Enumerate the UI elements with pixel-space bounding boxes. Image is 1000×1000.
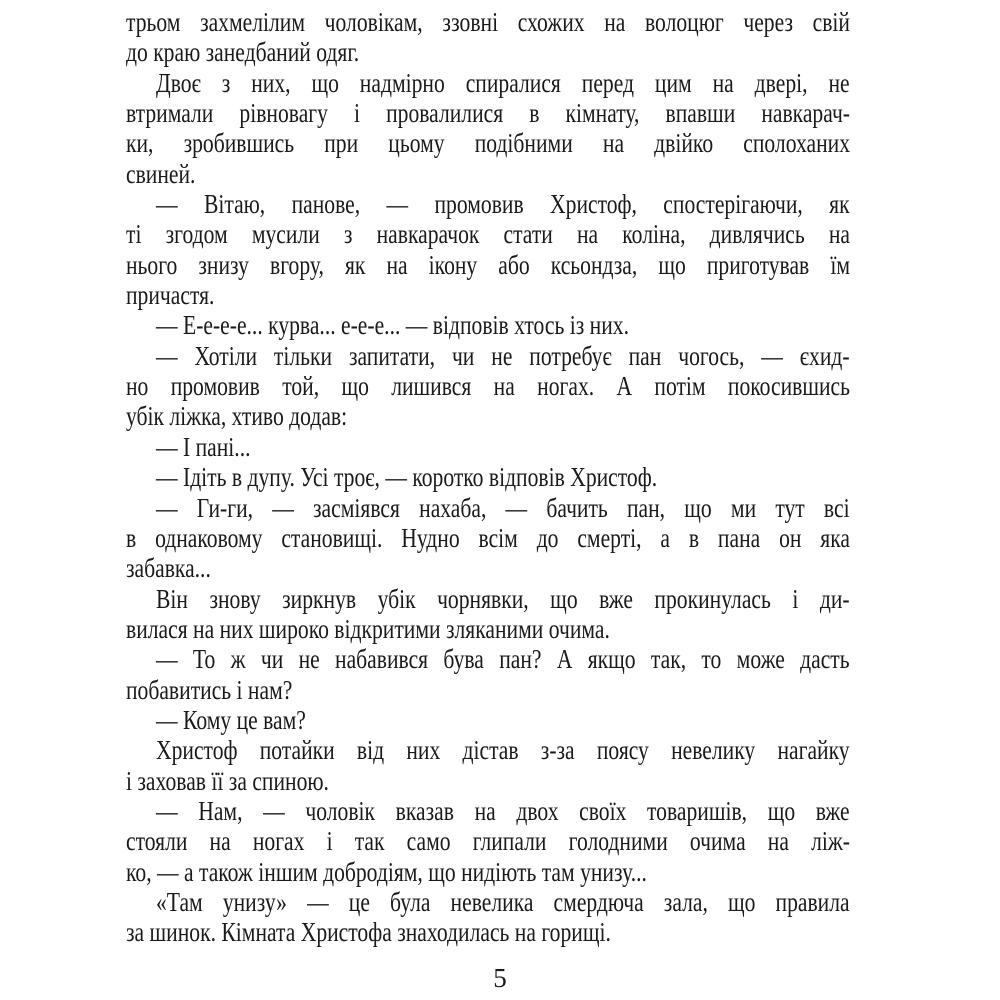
text-line-content: Двоє з них, що надмірно спиралися перед цим на двері, не: [156, 67, 850, 98]
text-line-content: — То ж чи не набавився бува пан? А якщо так, то може дасть: [156, 644, 850, 675]
text-line-content: причастя.: [126, 280, 215, 311]
text-line: [126, 159, 850, 189]
text-line: [126, 7, 850, 37]
text-line-content: — Нам, — чоловік вказав на двох своїх товаришів, що вже: [156, 795, 850, 826]
text-line-content: но промовив той, що лишився на ногах. А потім покосившись: [126, 371, 850, 402]
text-line-content: ко, — а також іншим добродіям, що нидіють там унизу...: [126, 856, 647, 887]
body-text: [126, 7, 850, 948]
text-line-content: в однаковому становищі. Нудно всім до смерті, а в пана он яка: [126, 522, 850, 553]
text-line-content: ті згодом мусили з навкарачок стати на коліна, дивлячись на: [126, 219, 850, 250]
text-line-content: — І пані...: [156, 431, 251, 462]
text-line-content: — Е-е-е-е... курва... е-е-е... — відповів хтось із них.: [156, 310, 629, 341]
text-line: [126, 826, 850, 856]
text-line: [126, 250, 850, 280]
text-line-content: трьом захмелілим чоловікам, ззовні схожих на волоцюг через свій: [126, 7, 850, 37]
text-line: [126, 796, 850, 826]
text-line-content: за шинок. Кімната Христофа знаходилась на горищі.: [126, 917, 611, 948]
text-line-content: — Кому це вам?: [156, 704, 306, 735]
text-line: [126, 705, 850, 735]
text-line: [126, 644, 850, 674]
text-line-content: забавка...: [126, 553, 211, 584]
text-line: [126, 493, 850, 523]
text-line: [126, 675, 850, 705]
text-line-content: побавитись і нам?: [126, 674, 293, 705]
text-line-content: — Ідіть в дупу. Усі троє, — коротко відповів Христоф.: [156, 462, 658, 493]
text-line: [126, 887, 850, 917]
text-line: [126, 68, 850, 98]
text-line-content: до краю занедбаний одяг.: [126, 37, 360, 68]
text-line: [126, 917, 850, 947]
text-line-content: нього знизу вгору, як на ікону або ксьондза, що приготував їм: [126, 249, 850, 280]
text-line: [126, 98, 850, 128]
text-line: [126, 553, 850, 583]
text-line: [126, 310, 850, 340]
text-line: [126, 219, 850, 249]
text-line: [126, 128, 850, 158]
text-line-content: стояли на ногах і так само глипали голодними очима на ліж-: [126, 826, 850, 857]
page-number: 5: [493, 963, 507, 993]
text-line-content: — Ги-ги, — засміявся нахаба, — бачить пан, що ми тут всі: [156, 492, 850, 523]
text-line-content: вилася на них широко відкритими зляканими очима.: [126, 613, 610, 644]
text-line: [126, 735, 850, 765]
text-line: [126, 462, 850, 492]
text-line-content: Христоф потайки від них дістав з-за поясу невелику нагайку: [156, 735, 850, 766]
text-line-content: і заховав її за спиною.: [126, 765, 329, 796]
text-line-content: Він знову зиркнув убік чорнявки, що вже прокинулась і ди-: [156, 583, 850, 614]
text-line-content: — Вітаю, панове, — промовив Христоф, спостерігаючи, як: [156, 189, 850, 220]
text-line-content: ки, зробившись при цьому подібними на двійко сполоханих: [126, 128, 850, 159]
text-line: [126, 766, 850, 796]
text-line: [126, 189, 850, 219]
text-line: [126, 37, 850, 67]
text-line-content: — Хотіли тільки запитати, чи не потребує пан чогось, — єхид-: [156, 340, 850, 371]
text-line: [126, 584, 850, 614]
text-line: [126, 523, 850, 553]
text-line-content: свиней.: [126, 158, 196, 189]
text-line: [126, 614, 850, 644]
text-line: [126, 401, 850, 431]
text-line: [126, 432, 850, 462]
text-line-content: «Там унизу» — це була невелика смердюча зала, що правила: [156, 886, 850, 917]
text-line-content: убік ліжка, хтиво додав:: [126, 401, 348, 432]
text-line: [126, 280, 850, 310]
text-line-content: втримали рівновагу і провалилися в кімнату, впавши навкарач-: [126, 98, 850, 129]
text-line: [126, 371, 850, 401]
text-line: [126, 857, 850, 887]
text-line: [126, 341, 850, 371]
